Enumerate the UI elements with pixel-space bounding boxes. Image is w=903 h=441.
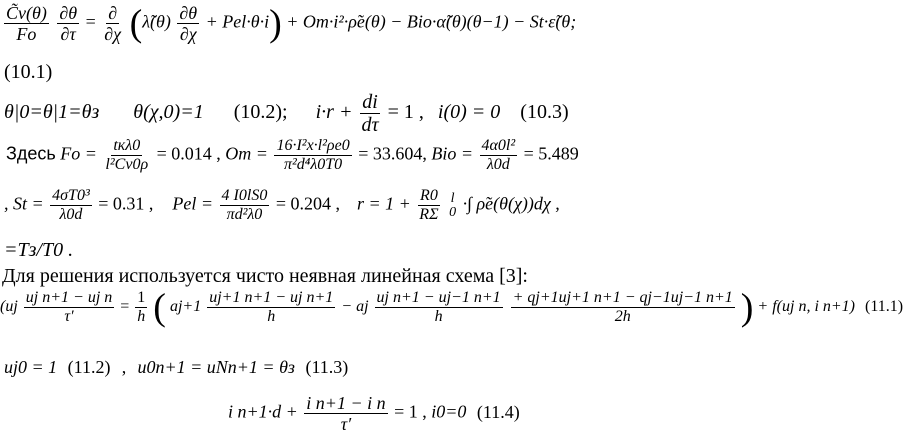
fraction-numerator: uj n+1 − uj n [25,289,113,306]
fraction-numerator: + qj+1uj+1 n+1 − qj−1uj−1 n+1 [512,289,733,306]
scheme-description: Для решения используется чисто неявная линейная схема [3]: [2,265,528,287]
source-term: + f(uj n, i n+1) [757,298,856,316]
fo-fraction [103,138,150,173]
equation-body-tail: + Om·i²·ρ̃e(θ) − Bio·α̃(θ)(θ−1) − St·ε̃(θ; [286,11,577,32]
fraction-numerator: ∂θ [59,3,78,23]
fraction-denominator: 2h [614,308,631,325]
equation-11-4 [228,394,520,433]
pel-label: Pel = [172,193,214,214]
st-value: = 0.31 , [98,193,154,214]
r-label: r = 1 + [356,193,411,214]
time-derivative-fraction [57,4,79,43]
bio-fraction [480,138,518,173]
integral-limits [449,192,456,220]
om-fraction [274,138,351,173]
om-label: Om = [225,143,268,164]
bio-value: = 5.489 [523,143,579,164]
coefficient-a: − aj [341,298,369,316]
fraction-denominator: h [267,308,276,325]
current-initial-condition: i(0) = 0 [437,101,501,124]
fraction-denominator: Fo [16,24,37,44]
scheme-prefix: (иj [0,298,18,316]
equation-10-2-row: θ|0=θ|1=θз θ(χ,0)=1 (10.2); i·r + $\frac{di}{d\tau}$ = 1 , i(0) = 0 (10.3) [4,91,569,136]
initial-grid-value: uj0 = 1 [4,357,58,377]
fraction-denominator: l²Cv0ρ [105,156,149,173]
current-term: i n+1·d + [228,401,298,422]
fraction-denominator: λ0d [59,206,83,223]
fraction-numerator: ∂θ [179,3,198,23]
st-label: , St = [4,193,44,214]
forward-difference-fraction [207,290,335,325]
fraction-denominator: ∂τ [60,24,76,44]
equation-tag-11-2: (11.2) [67,357,111,377]
fraction-numerator: 4σT0³ [52,187,90,204]
equation-tag-11-3: (11.3) [305,357,349,377]
space-derivative-fraction [177,4,199,43]
time-difference-fraction [24,290,114,325]
fraction-numerator: 4α0l² [481,137,516,154]
convection-fraction [511,290,735,325]
integral-lower-limit: 0 [449,204,457,220]
equation-tag-10-2: (10.2); [233,101,288,124]
circuit-rhs: = 1 [387,101,414,124]
fraction-numerator: uj n+1 − uj−1 n+1 [376,289,501,306]
fraction-denominator: τ′ [340,414,352,434]
equals-sign: = [120,298,130,316]
fraction-denominator: h [434,308,443,325]
fraction-denominator: ∂χ [179,24,197,44]
fraction-numerator: 4 I0lS0 [221,187,268,204]
fraction-numerator: tкλ0 [113,137,141,154]
equation-11-1: (иj $\frac{\text{uj n+1 − uj n}}{\tau'}$ = $\frac{1}{h}$ ( aj+1 $\frac{\text{uj+1 n+1 − uj n+1}}{h}$ − aj $\frac{\text{uj n+1 − uj−1 n+1}}{h}$ $\frac{+ qj+1uj+1 n+1 - qj-1uj-1 n+1}{2h}$ ) + f(uj n, i n+1) (11.1) [0,286,903,329]
boundary-condition: θ|0=θ|1=θз [4,101,100,124]
resistance-integral: ·∫ ρ̃e(θ(χ))dχ , [462,193,560,214]
fraction-numerator: C̃v(θ) [6,3,47,23]
fraction-numerator: 16·I²x·l²ρe0 [276,137,350,154]
theta-definition: =Tз/T0 . [4,239,74,261]
fraction-numerator: R0 [420,187,438,204]
fraction-denominator: λ0d [486,156,510,173]
equation-rhs: = 1 , [394,401,427,422]
fraction-numerator: ∂ [108,3,118,23]
fraction-denominator: h [137,308,146,325]
fo-label: Fo = [60,143,97,164]
circuit-lhs: i·r + [315,101,353,124]
equation-tag-11-4: (11.4) [476,401,520,422]
space-operator-fraction [102,4,123,43]
fo-value: = 0.014 , [156,143,221,164]
current-derivative-fraction [359,92,380,135]
st-fraction [50,188,92,223]
fraction-numerator: di [362,91,378,113]
fraction-denominator: τ′ [64,308,74,325]
backward-difference-fraction [375,290,503,325]
boundary-grid-values: u0n+1 = uNn+1 = θз [137,357,295,377]
fraction-denominator: π²d⁴λ0T0 [283,156,343,173]
r-fraction [417,188,440,223]
equation-tag-10-3: (10.3) [520,101,569,124]
fraction-numerator: uj+1 n+1 − uj n+1 [209,289,334,306]
fraction-denominator: πd²λ0 [226,206,263,223]
fraction-denominator: dτ [361,114,379,136]
current-difference-fraction [304,394,387,433]
initial-condition: θ(χ,0)=1 [133,101,204,124]
pel-fraction [220,188,270,223]
integral-upper-limit: l [450,190,455,206]
parameters-row-1 [6,138,579,173]
pel-value: = 0.204 , [275,193,340,214]
one-over-h [135,290,147,325]
fraction-denominator: ∂χ [104,24,122,44]
equation-tag-11-1: (11.1) [865,298,903,316]
params-prefix: Здесь [6,143,56,164]
om-value: = 33.604, [358,143,427,164]
fraction-numerator: 1 [137,289,146,306]
parameters-row-2 [4,188,560,223]
equation-10-1: $\frac{C̃v(\theta)}{Fo}$ $\frac{\partial\theta}{\partial\tau}$ = $\frac{\partial}{\partial\chi}$ (λ̃(θ) $\frac{\partial\theta}{\partial\chi}$ + Pel·θ·i) + Om·i²·ρ̃e(θ) − Bio·α̃(θ)(θ−1) − St·ε̃(θ; [6,2,577,45]
bio-label: Bio = [431,143,473,164]
fraction-numerator: i n+1 − i n [306,393,386,413]
separator: , [121,357,127,377]
current-initial-value: i0=0 [431,401,467,422]
heat-capacity-fraction [4,4,49,43]
coefficient-a-plus: aj+1 [169,298,202,316]
fraction-denominator: RΣ [419,206,439,223]
equation-tag-10-1: (10.1) [4,61,53,83]
equation-11-2-row [4,358,348,376]
